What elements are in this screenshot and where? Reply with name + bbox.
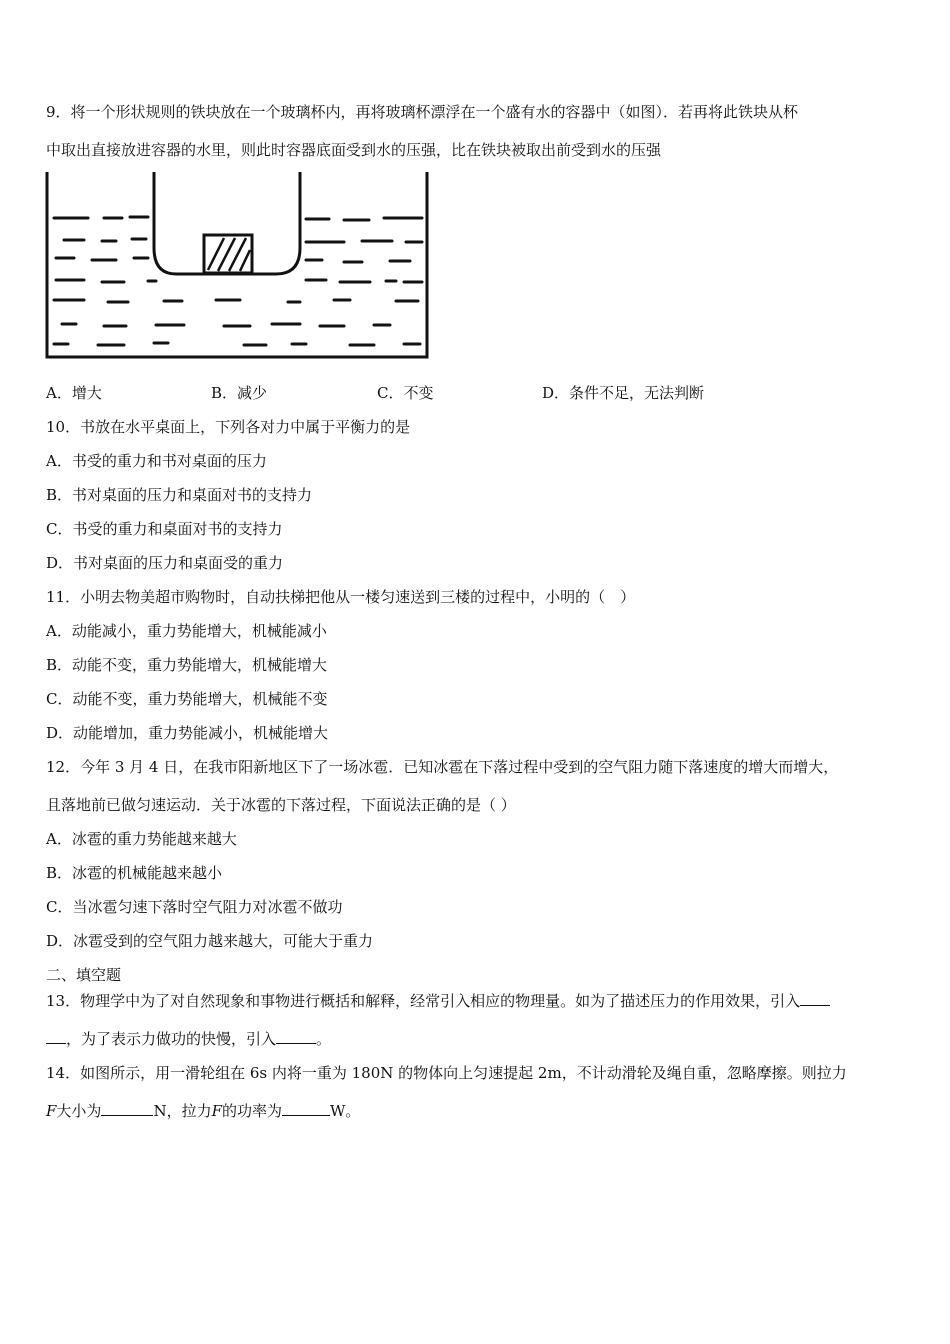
q9-text-line1: 9．将一个形状规则的铁块放在一个玻璃杯内，再将玻璃杯漂浮在一个盛有水的容器中（如图）．若再将此铁块从杯 [46,103,799,121]
q13-blank-1-part2[interactable] [46,1029,66,1044]
q14-var-f: F [46,1102,57,1120]
q12-option-c: C．当冰雹匀速下落时空气阻力对冰雹不做功 [46,898,343,916]
q14-unit-n: N，拉力 [153,1102,212,1120]
q11-stem: 11．小明去物美超市购物时，自动扶梯把他从一楼匀速送到三楼的过程中，小明的（ ） [46,588,636,606]
q11-option-d: D．动能增加，重力势能减小，机械能增大 [46,724,329,742]
q9-options [46,382,906,402]
q12-option-a: A．冰雹的重力势能越来越大 [46,830,237,848]
q11-option-c: C．动能不变，重力势能增大，机械能不变 [46,690,328,708]
q14-text-line2 [46,1101,360,1121]
q10-stem: 10．书放在水平桌面上，下列各对力中属于平衡力的是 [46,418,411,436]
q14-text-size: 大小为 [56,1102,102,1120]
q13-blank-2[interactable] [276,1029,316,1044]
q12-option-d: D．冰雹受到的空气阻力越来越大，可能大于重力 [46,932,374,950]
q10-option-d: D．书对桌面的压力和桌面受的重力 [46,554,284,572]
q10-option-c: C．书受的重力和桌面对书的支持力 [46,520,283,538]
q13-text-line1 [46,991,830,1011]
q9-figure [44,170,434,365]
q14-blank-power[interactable] [282,1101,330,1116]
q12-option-b: B．冰雹的机械能越来越小 [46,864,223,882]
q13-text-2: ，为了表示力做功的快慢，引入 [66,1030,277,1048]
q13-text: 13．物理学中为了对自然现象和事物进行概括和解释，经常引入相应的物理量。如为了描述压力的作用效果，引入 [46,992,801,1010]
q14-var-f-2: F [211,1102,222,1120]
q9-option-d: D．条件不足，无法判断 [542,384,705,402]
q12-text-line2: 且落地前已做匀速运动．关于冰雹的下落过程，下面说法正确的是（ ） [46,796,516,814]
q14-text-power: 的功率为 [222,1102,283,1120]
iron-block [204,235,252,273]
q11-option-a: A．动能减小，重力势能增大，机械能减小 [46,622,327,640]
q13-text-line2 [46,1029,331,1049]
q14-text-line1: 14．如图所示，用一滑轮组在 6s 内将一重为 180N 的物体向上匀速提起 2m，不计动滑轮及绳自重，忽略摩擦。则拉力 [46,1064,847,1082]
q10-option-a: A．书受的重力和书对桌面的压力 [46,452,267,470]
q13-text-end: 。 [316,1030,332,1048]
q13-blank-1-part1[interactable] [800,991,830,1006]
q11-option-b: B．动能不变，重力势能增大，机械能增大 [46,656,328,674]
q14-blank-force[interactable] [101,1101,153,1116]
q14-unit-w: W。 [330,1102,361,1120]
section-heading-fill-in: 二、填空题 [46,966,122,984]
q9-text-line2: 中取出直接放进容器的水里，则此时容器底面受到水的压强，比在铁块被取出前受到水的压强 [46,141,662,159]
q9-option-b: B．减少 [211,384,268,402]
q12-text-line1: 12．今年 3 月 4 日，在我市阳新地区下了一场冰雹．已知冰雹在下落过程中受到的空气阻力随下落速度的增大而增大， [46,758,839,776]
q9-option-a: A．增大 [46,384,102,402]
q10-option-b: B．书对桌面的压力和桌面对书的支持力 [46,486,313,504]
q9-option-c: C．不变 [377,384,434,402]
